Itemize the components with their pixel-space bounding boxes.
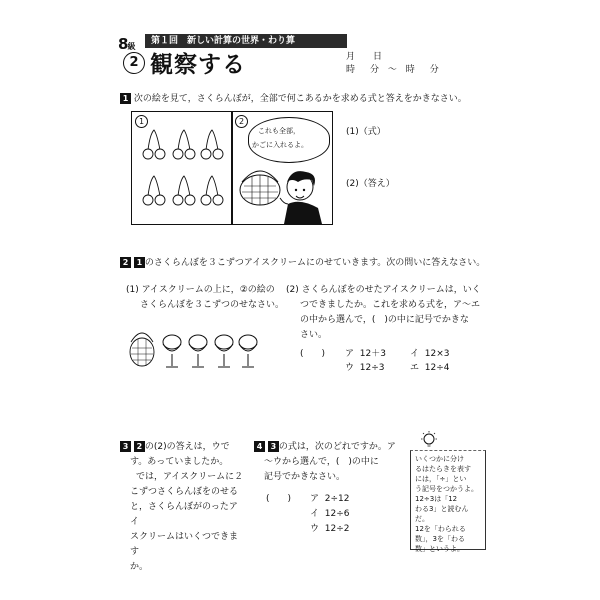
- q2-sub2-line-3: の中から選んで，( )の中に記号でかきな: [300, 315, 469, 325]
- cherry-stem: [148, 176, 160, 196]
- q4-option-a-expr: 2÷12: [324, 494, 350, 504]
- cherry: [143, 149, 153, 159]
- q3-line-4: こずつさくらんぼをのせる: [130, 487, 239, 497]
- note-line-9: 数」，3を「わる: [415, 535, 465, 543]
- grade-suffix: 級: [127, 42, 135, 51]
- q2-option-b-label: イ: [410, 349, 420, 359]
- cherry: [155, 195, 165, 205]
- q1-formula-label: (1)（式）: [346, 127, 386, 137]
- q3-line-2: す。あっていましたか。: [130, 457, 229, 467]
- lightbulb-icon: [418, 430, 440, 450]
- q1-prompt: 次の絵を見て，さくらんぼが，全部で何こあるかを求める式と答えをかきなさい。: [133, 94, 467, 104]
- cherry: [213, 195, 223, 205]
- q3-line-3: では，アイスクリームに２: [136, 472, 244, 482]
- q3-ref-badge: 2: [134, 441, 145, 452]
- ice-cream-glass: [215, 344, 233, 367]
- cherry-stem: [206, 176, 218, 196]
- note-line-4: う記号をつかうよ。: [415, 485, 478, 493]
- speech-line-2: かごに入れるよ。: [252, 141, 308, 149]
- cherry-stem: [206, 130, 218, 150]
- q4-line-2: 〜ウから選んで，( )の中に: [264, 457, 379, 467]
- q2-option-c: [345, 362, 384, 375]
- q2-option-a: [345, 348, 386, 361]
- q4-line-3: 記号でかきなさい。: [264, 472, 346, 482]
- q2-option-b-expr: 12×3: [424, 349, 450, 359]
- q4-ref-badge: 3: [268, 441, 279, 452]
- cherry: [185, 195, 195, 205]
- q2-option-a-expr: 12＋3: [359, 349, 386, 359]
- q2-prompt-row: [120, 257, 485, 270]
- q1-prompt-row: [120, 93, 467, 106]
- q2-sub1-line-1: (1) アイスクリームの上に，②の絵の: [126, 285, 275, 295]
- q2-prompt: のさくらんぼを３こずつアイスクリームにのせていきます。次の問いに答えなさい。: [144, 258, 486, 268]
- grade-label: [118, 35, 134, 53]
- q3-line-6: スクリームはいくつできます: [130, 532, 239, 557]
- basket-panel: [231, 111, 333, 225]
- ice-cream-glass: [163, 344, 181, 367]
- q4-option-c-expr: 12÷2: [324, 524, 350, 534]
- unit-banner: 第１回 新しい計算の世界・わり算: [145, 34, 347, 48]
- grade-number: 8: [118, 35, 128, 53]
- q3-block: [120, 440, 246, 575]
- q4-text-1: の式は，次のどれですか。ア: [278, 442, 396, 452]
- girl-with-basket-illustration: [232, 112, 332, 224]
- q4-option-a: [310, 493, 349, 506]
- cherry-panel: [131, 111, 233, 225]
- q2-option-d: [410, 362, 449, 375]
- date-month-day: 月 日: [346, 52, 383, 62]
- cherry-stem: [178, 176, 190, 196]
- note-line-6: わる3」と読むん: [415, 505, 469, 513]
- note-line-8: 12を「わられる: [415, 525, 466, 533]
- q2-answer-paren: ( ): [300, 349, 326, 359]
- cherry: [213, 149, 223, 159]
- q3-number-badge: 3: [120, 441, 131, 452]
- note-line-7: だ。: [415, 515, 429, 523]
- q2-sub2-line-2: つできましたか。これを求める式を，ア〜エ: [300, 300, 481, 310]
- cherry: [201, 195, 211, 205]
- q3-text-1: の(2)の答えは，ウで: [144, 442, 230, 452]
- q4-option-b: [310, 508, 349, 521]
- note-line-3: には，「÷」とい: [415, 475, 467, 483]
- q2-ref-badge: 1: [134, 257, 145, 268]
- cherry-stem: [178, 130, 190, 150]
- note-line-2: るはたらきを表す: [415, 465, 471, 473]
- lesson-number: 2: [123, 52, 145, 74]
- q2-option-d-expr: 12÷4: [424, 363, 450, 373]
- q2-sub2: [286, 283, 481, 343]
- q1-number-badge: 1: [120, 93, 131, 104]
- q3-line-7: か。: [130, 562, 149, 572]
- q4-option-c: [310, 523, 349, 536]
- date-time-range: 時 分 〜 時 分: [346, 65, 442, 75]
- q2-option-c-label: ウ: [345, 363, 355, 373]
- q4-answer-paren: ( ): [266, 494, 292, 504]
- ice-cream-glass: [239, 344, 257, 367]
- q4-block: [254, 440, 404, 485]
- q2-option-a-label: ア: [345, 349, 355, 359]
- q2-sub1-line-2: さくらんぼを３こずつのせなさい。: [140, 300, 285, 310]
- q4-line-1: [254, 440, 404, 455]
- q4-option-a-label: ア: [310, 494, 320, 504]
- page-title: 観察する: [150, 52, 246, 78]
- cherry: [143, 195, 153, 205]
- q2-number-badge: 2: [120, 257, 131, 268]
- panel1-label: 1: [135, 115, 148, 128]
- q2-sub2-line-4: さい。: [300, 330, 328, 340]
- cherry: [173, 149, 183, 159]
- q1-answer-label: (2)（答え）: [346, 179, 395, 189]
- q2-sub1: [126, 283, 284, 313]
- cherry: [185, 149, 195, 159]
- cherry-stem: [148, 130, 160, 150]
- ice-cream-illustration: [128, 322, 258, 372]
- note-line-5: 12÷3は「12: [415, 495, 458, 503]
- note-line-1: いくつかに分け: [415, 455, 464, 463]
- q2-option-b: [410, 348, 449, 361]
- ice-cream-glass: [189, 344, 207, 367]
- panel2-label: 2: [235, 115, 248, 128]
- cherry: [155, 149, 165, 159]
- cherries-illustration: [132, 112, 232, 224]
- note-line-10: 数」というよ。: [415, 545, 464, 553]
- cherry: [173, 195, 183, 205]
- q3-line-5: と，さくらんぼがのったアイ: [130, 502, 238, 527]
- q2-option-c-expr: 12÷3: [359, 363, 385, 373]
- q4-option-b-label: イ: [310, 509, 320, 519]
- q4-option-c-label: ウ: [310, 524, 320, 534]
- q2-sub2-line-1: (2) さくらんぼをのせたアイスクリームは，いく: [286, 285, 481, 295]
- q2-option-d-label: エ: [410, 363, 420, 373]
- q4-option-b-expr: 12÷6: [324, 509, 350, 519]
- q3-line-1: [120, 440, 246, 455]
- cherry: [201, 149, 211, 159]
- q4-number-badge: 4: [254, 441, 265, 452]
- hint-note-box: [410, 450, 486, 553]
- speech-line-1: これも全部，: [258, 127, 300, 135]
